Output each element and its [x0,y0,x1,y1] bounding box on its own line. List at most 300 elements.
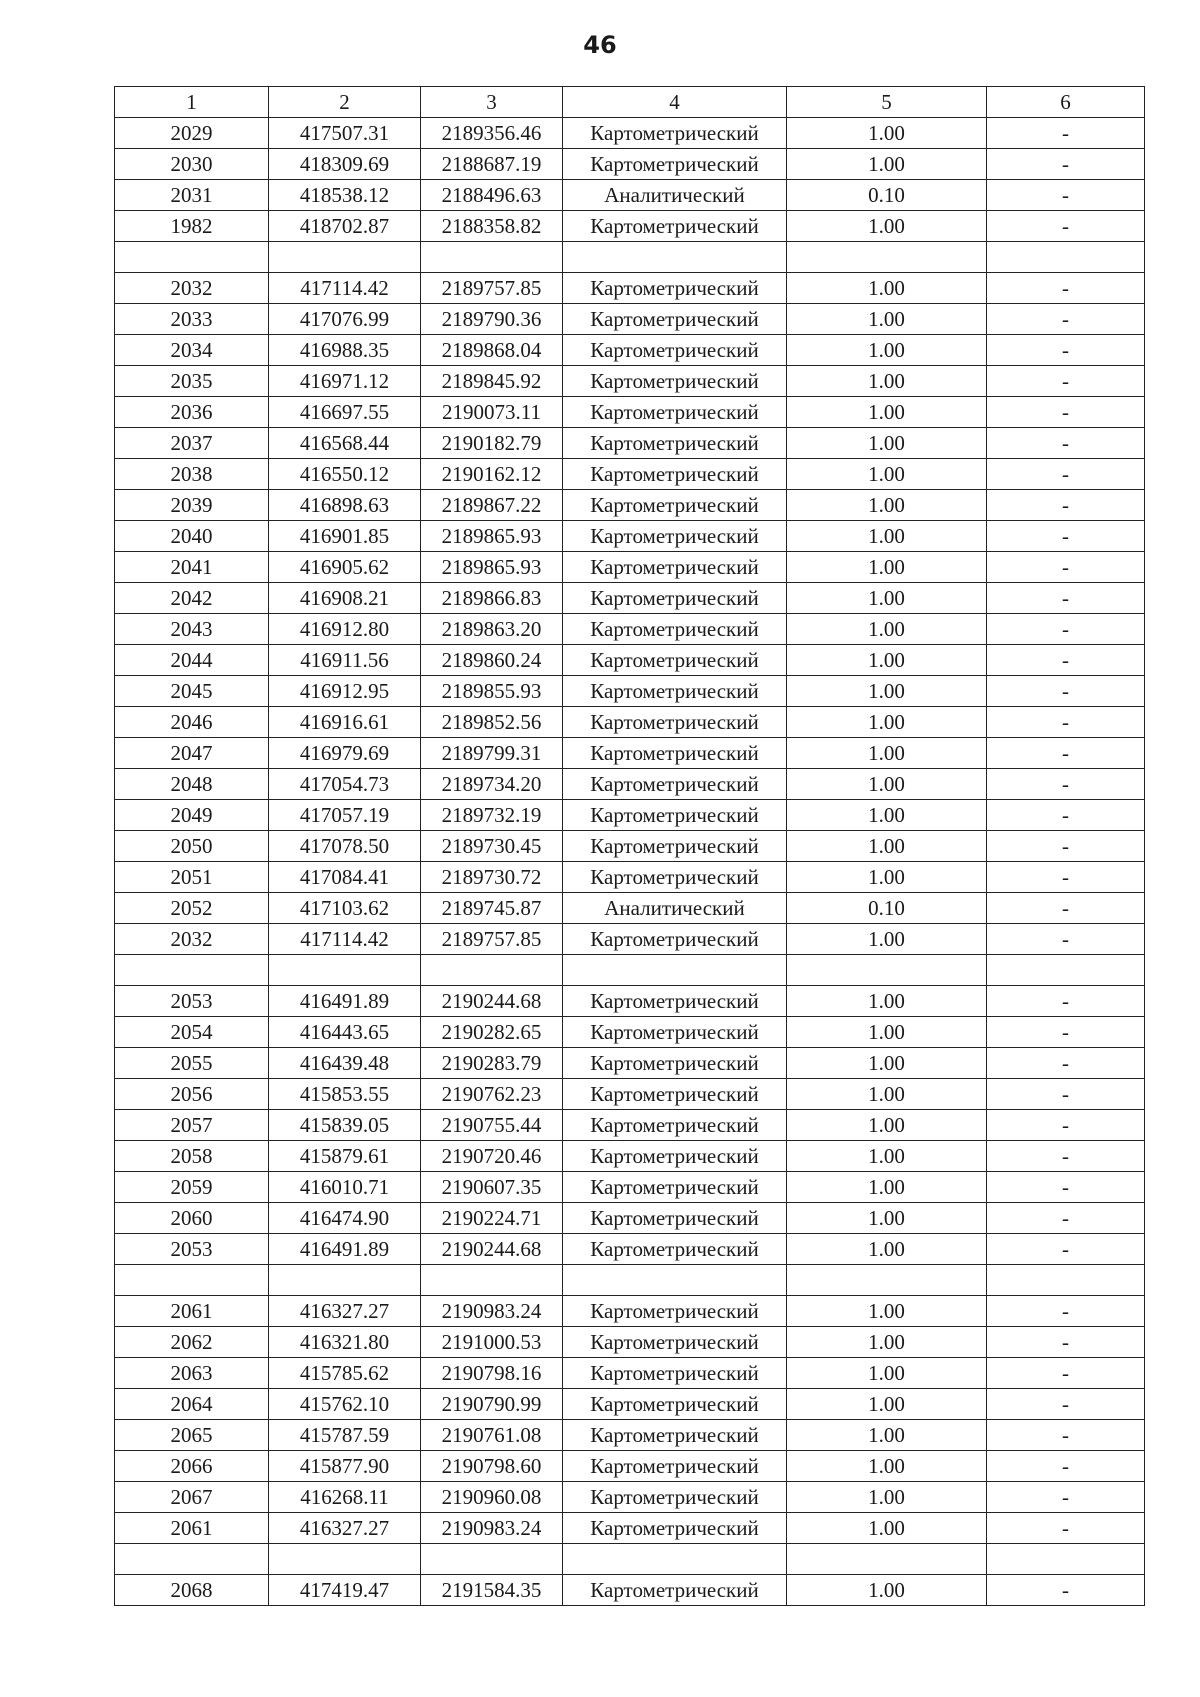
table-separator-row [115,242,1145,273]
note-cell: - [987,118,1145,149]
table-row [115,335,1145,366]
method-cell: Картометрический [563,831,787,862]
x-coordinate-cell: 417084.41 [269,862,421,893]
point-number-cell: 2061 [115,1513,269,1544]
point-number-cell: 2041 [115,552,269,583]
point-number-cell: 2036 [115,397,269,428]
method-cell: Картометрический [563,769,787,800]
method-cell: Картометрический [563,676,787,707]
method-cell: Аналитический [563,893,787,924]
method-cell: Картометрический [563,583,787,614]
empty-cell [787,1265,987,1296]
x-coordinate-cell: 416916.61 [269,707,421,738]
method-cell: Картометрический [563,1203,787,1234]
accuracy-cell: 1.00 [787,335,987,366]
x-coordinate-cell: 416898.63 [269,490,421,521]
empty-cell [563,1265,787,1296]
table-row [115,552,1145,583]
table-row [115,273,1145,304]
note-cell: - [987,1234,1145,1265]
point-number-cell: 2052 [115,893,269,924]
empty-cell [269,1544,421,1575]
note-cell: - [987,1203,1145,1234]
note-cell: - [987,676,1145,707]
x-coordinate-cell: 416268.11 [269,1482,421,1513]
x-coordinate-cell: 417114.42 [269,273,421,304]
x-coordinate-cell: 416327.27 [269,1513,421,1544]
note-cell: - [987,614,1145,645]
table-row [115,924,1145,955]
accuracy-cell: 1.00 [787,397,987,428]
note-cell: - [987,924,1145,955]
empty-cell [987,1265,1145,1296]
empty-cell [563,242,787,273]
point-number-cell: 2058 [115,1141,269,1172]
note-cell: - [987,583,1145,614]
point-number-cell: 2050 [115,831,269,862]
y-coordinate-cell: 2189867.22 [421,490,563,521]
accuracy-cell: 1.00 [787,118,987,149]
table-row [115,645,1145,676]
note-cell: - [987,180,1145,211]
method-cell: Картометрический [563,1172,787,1203]
point-number-cell: 2034 [115,335,269,366]
accuracy-cell: 1.00 [787,1234,987,1265]
point-number-cell: 2046 [115,707,269,738]
table-row [115,180,1145,211]
note-cell: - [987,800,1145,831]
empty-cell [421,1544,563,1575]
point-number-cell: 2061 [115,1296,269,1327]
method-cell: Картометрический [563,707,787,738]
y-coordinate-cell: 2188687.19 [421,149,563,180]
method-cell: Картометрический [563,304,787,335]
x-coordinate-cell: 416010.71 [269,1172,421,1203]
x-coordinate-cell: 416439.48 [269,1048,421,1079]
table-row [115,676,1145,707]
accuracy-cell: 1.00 [787,1513,987,1544]
empty-cell [421,1265,563,1296]
y-coordinate-cell: 2188496.63 [421,180,563,211]
note-cell: - [987,769,1145,800]
table-row [115,1389,1145,1420]
note-cell: - [987,552,1145,583]
empty-cell [787,955,987,986]
x-coordinate-cell: 415787.59 [269,1420,421,1451]
y-coordinate-cell: 2189745.87 [421,893,563,924]
coordinates-table [114,86,1145,1606]
y-coordinate-cell: 2189799.31 [421,738,563,769]
method-cell: Картометрический [563,118,787,149]
x-coordinate-cell: 415785.62 [269,1358,421,1389]
note-cell: - [987,1172,1145,1203]
point-number-cell: 2065 [115,1420,269,1451]
accuracy-cell: 1.00 [787,1420,987,1451]
y-coordinate-cell: 2189860.24 [421,645,563,676]
y-coordinate-cell: 2189863.20 [421,614,563,645]
accuracy-cell: 1.00 [787,1358,987,1389]
accuracy-cell: 1.00 [787,521,987,552]
method-cell: Картометрический [563,521,787,552]
column-header: 2 [269,87,421,118]
table-row [115,1110,1145,1141]
table-row [115,893,1145,924]
note-cell: - [987,862,1145,893]
method-cell: Картометрический [563,1482,787,1513]
point-number-cell: 2033 [115,304,269,335]
point-number-cell: 2047 [115,738,269,769]
method-cell: Картометрический [563,614,787,645]
y-coordinate-cell: 2189790.36 [421,304,563,335]
x-coordinate-cell: 416905.62 [269,552,421,583]
y-coordinate-cell: 2191000.53 [421,1327,563,1358]
x-coordinate-cell: 415877.90 [269,1451,421,1482]
accuracy-cell: 1.00 [787,738,987,769]
y-coordinate-cell: 2189757.85 [421,924,563,955]
note-cell: - [987,1482,1145,1513]
point-number-cell: 2045 [115,676,269,707]
table-row [115,1296,1145,1327]
accuracy-cell: 1.00 [787,831,987,862]
table-row [115,459,1145,490]
note-cell: - [987,1296,1145,1327]
table-row [115,1048,1145,1079]
note-cell: - [987,738,1145,769]
accuracy-cell: 1.00 [787,614,987,645]
method-cell: Картометрический [563,366,787,397]
empty-cell [269,955,421,986]
column-header: 5 [787,87,987,118]
point-number-cell: 2053 [115,1234,269,1265]
y-coordinate-cell: 2189865.93 [421,552,563,583]
accuracy-cell: 0.10 [787,893,987,924]
y-coordinate-cell: 2190073.11 [421,397,563,428]
accuracy-cell: 1.00 [787,583,987,614]
empty-cell [987,242,1145,273]
empty-cell [115,1265,269,1296]
y-coordinate-cell: 2190983.24 [421,1513,563,1544]
note-cell: - [987,1048,1145,1079]
table-row [115,583,1145,614]
x-coordinate-cell: 417103.62 [269,893,421,924]
y-coordinate-cell: 2190244.68 [421,986,563,1017]
empty-cell [269,1265,421,1296]
accuracy-cell: 1.00 [787,149,987,180]
y-coordinate-cell: 2190798.16 [421,1358,563,1389]
x-coordinate-cell: 416912.95 [269,676,421,707]
point-number-cell: 2057 [115,1110,269,1141]
method-cell: Картометрический [563,211,787,242]
point-number-cell: 2055 [115,1048,269,1079]
method-cell: Картометрический [563,1575,787,1606]
note-cell: - [987,1017,1145,1048]
method-cell: Картометрический [563,428,787,459]
accuracy-cell: 1.00 [787,1575,987,1606]
y-coordinate-cell: 2189852.56 [421,707,563,738]
accuracy-cell: 1.00 [787,459,987,490]
method-cell: Картометрический [563,1048,787,1079]
accuracy-cell: 1.00 [787,1451,987,1482]
point-number-cell: 2048 [115,769,269,800]
note-cell: - [987,1110,1145,1141]
method-cell: Картометрический [563,1420,787,1451]
y-coordinate-cell: 2190283.79 [421,1048,563,1079]
table-row [115,304,1145,335]
x-coordinate-cell: 416908.21 [269,583,421,614]
accuracy-cell: 1.00 [787,366,987,397]
method-cell: Картометрический [563,1389,787,1420]
table-row [115,831,1145,862]
method-cell: Картометрический [563,1110,787,1141]
point-number-cell: 2039 [115,490,269,521]
point-number-cell: 2037 [115,428,269,459]
point-number-cell: 2049 [115,800,269,831]
table-row [115,614,1145,645]
y-coordinate-cell: 2189730.45 [421,831,563,862]
x-coordinate-cell: 416474.90 [269,1203,421,1234]
point-number-cell: 2032 [115,273,269,304]
empty-cell [987,955,1145,986]
note-cell: - [987,428,1145,459]
method-cell: Картометрический [563,1513,787,1544]
table-row [115,800,1145,831]
method-cell: Картометрический [563,738,787,769]
table-row [115,428,1145,459]
y-coordinate-cell: 2189855.93 [421,676,563,707]
y-coordinate-cell: 2190755.44 [421,1110,563,1141]
y-coordinate-cell: 2189845.92 [421,366,563,397]
empty-cell [421,242,563,273]
empty-cell [563,955,787,986]
empty-cell [987,1544,1145,1575]
table-row [115,1513,1145,1544]
x-coordinate-cell: 416443.65 [269,1017,421,1048]
point-number-cell: 2040 [115,521,269,552]
empty-cell [115,955,269,986]
x-coordinate-cell: 417114.42 [269,924,421,955]
accuracy-cell: 1.00 [787,552,987,583]
empty-cell [787,1544,987,1575]
point-number-cell: 2030 [115,149,269,180]
y-coordinate-cell: 2190162.12 [421,459,563,490]
y-coordinate-cell: 2189868.04 [421,335,563,366]
note-cell: - [987,459,1145,490]
method-cell: Картометрический [563,1079,787,1110]
x-coordinate-cell: 418309.69 [269,149,421,180]
point-number-cell: 1982 [115,211,269,242]
x-coordinate-cell: 415879.61 [269,1141,421,1172]
note-cell: - [987,893,1145,924]
y-coordinate-cell: 2190607.35 [421,1172,563,1203]
y-coordinate-cell: 2189734.20 [421,769,563,800]
accuracy-cell: 1.00 [787,273,987,304]
note-cell: - [987,831,1145,862]
accuracy-cell: 1.00 [787,800,987,831]
x-coordinate-cell: 415762.10 [269,1389,421,1420]
table-row [115,211,1145,242]
x-coordinate-cell: 416491.89 [269,1234,421,1265]
page-number: 46 [583,31,617,59]
note-cell: - [987,707,1145,738]
table-row [115,1420,1145,1451]
note-cell: - [987,335,1145,366]
accuracy-cell: 1.00 [787,490,987,521]
y-coordinate-cell: 2189865.93 [421,521,563,552]
x-coordinate-cell: 416912.80 [269,614,421,645]
accuracy-cell: 1.00 [787,211,987,242]
method-cell: Картометрический [563,1327,787,1358]
point-number-cell: 2067 [115,1482,269,1513]
point-number-cell: 2054 [115,1017,269,1048]
method-cell: Картометрический [563,1141,787,1172]
point-number-cell: 2068 [115,1575,269,1606]
table-row [115,397,1145,428]
x-coordinate-cell: 416979.69 [269,738,421,769]
table-row [115,1017,1145,1048]
table-row [115,862,1145,893]
note-cell: - [987,645,1145,676]
table-row [115,521,1145,552]
note-cell: - [987,397,1145,428]
point-number-cell: 2051 [115,862,269,893]
note-cell: - [987,1141,1145,1172]
table-row [115,738,1145,769]
x-coordinate-cell: 416491.89 [269,986,421,1017]
accuracy-cell: 1.00 [787,645,987,676]
accuracy-cell: 1.00 [787,1482,987,1513]
point-number-cell: 2059 [115,1172,269,1203]
y-coordinate-cell: 2190182.79 [421,428,563,459]
point-number-cell: 2062 [115,1327,269,1358]
note-cell: - [987,1358,1145,1389]
table-row [115,1141,1145,1172]
y-coordinate-cell: 2190798.60 [421,1451,563,1482]
x-coordinate-cell: 418702.87 [269,211,421,242]
accuracy-cell: 0.10 [787,180,987,211]
accuracy-cell: 1.00 [787,676,987,707]
table-separator-row [115,955,1145,986]
table-row [115,1451,1145,1482]
point-number-cell: 2066 [115,1451,269,1482]
x-coordinate-cell: 416988.35 [269,335,421,366]
accuracy-cell: 1.00 [787,1141,987,1172]
accuracy-cell: 1.00 [787,1079,987,1110]
method-cell: Аналитический [563,180,787,211]
table-row [115,769,1145,800]
table-row [115,1575,1145,1606]
y-coordinate-cell: 2189757.85 [421,273,563,304]
accuracy-cell: 1.00 [787,862,987,893]
table-row [115,366,1145,397]
table-row [115,986,1145,1017]
empty-cell [787,242,987,273]
x-coordinate-cell: 416321.80 [269,1327,421,1358]
y-coordinate-cell: 2188358.82 [421,211,563,242]
x-coordinate-cell: 417419.47 [269,1575,421,1606]
x-coordinate-cell: 417076.99 [269,304,421,335]
column-header: 1 [115,87,269,118]
x-coordinate-cell: 417054.73 [269,769,421,800]
method-cell: Картометрический [563,552,787,583]
table-row [115,1234,1145,1265]
accuracy-cell: 1.00 [787,1327,987,1358]
y-coordinate-cell: 2189356.46 [421,118,563,149]
empty-cell [269,242,421,273]
method-cell: Картометрический [563,1296,787,1327]
note-cell: - [987,490,1145,521]
method-cell: Картометрический [563,986,787,1017]
accuracy-cell: 1.00 [787,1389,987,1420]
note-cell: - [987,986,1145,1017]
x-coordinate-cell: 416568.44 [269,428,421,459]
method-cell: Картометрический [563,1358,787,1389]
method-cell: Картометрический [563,1234,787,1265]
y-coordinate-cell: 2190960.08 [421,1482,563,1513]
x-coordinate-cell: 416971.12 [269,366,421,397]
point-number-cell: 2053 [115,986,269,1017]
note-cell: - [987,1513,1145,1544]
accuracy-cell: 1.00 [787,924,987,955]
point-number-cell: 2032 [115,924,269,955]
table-separator-row [115,1544,1145,1575]
method-cell: Картометрический [563,645,787,676]
y-coordinate-cell: 2189866.83 [421,583,563,614]
y-coordinate-cell: 2191584.35 [421,1575,563,1606]
table-row [115,1172,1145,1203]
note-cell: - [987,1079,1145,1110]
table-row [115,1203,1145,1234]
point-number-cell: 2063 [115,1358,269,1389]
point-number-cell: 2042 [115,583,269,614]
note-cell: - [987,273,1145,304]
x-coordinate-cell: 416901.85 [269,521,421,552]
x-coordinate-cell: 416911.56 [269,645,421,676]
y-coordinate-cell: 2190983.24 [421,1296,563,1327]
method-cell: Картометрический [563,490,787,521]
method-cell: Картометрический [563,924,787,955]
x-coordinate-cell: 417057.19 [269,800,421,831]
method-cell: Картометрический [563,459,787,490]
column-header: 3 [421,87,563,118]
x-coordinate-cell: 415853.55 [269,1079,421,1110]
table-row [115,1482,1145,1513]
table-separator-row [115,1265,1145,1296]
table-row [115,490,1145,521]
point-number-cell: 2035 [115,366,269,397]
y-coordinate-cell: 2190282.65 [421,1017,563,1048]
accuracy-cell: 1.00 [787,1048,987,1079]
accuracy-cell: 1.00 [787,707,987,738]
table-row [115,707,1145,738]
method-cell: Картометрический [563,273,787,304]
accuracy-cell: 1.00 [787,428,987,459]
accuracy-cell: 1.00 [787,1203,987,1234]
y-coordinate-cell: 2190761.08 [421,1420,563,1451]
table-body [115,87,1145,1606]
empty-cell [421,955,563,986]
accuracy-cell: 1.00 [787,1296,987,1327]
note-cell: - [987,1420,1145,1451]
point-number-cell: 2056 [115,1079,269,1110]
accuracy-cell: 1.00 [787,304,987,335]
method-cell: Картометрический [563,335,787,366]
point-number-cell: 2060 [115,1203,269,1234]
note-cell: - [987,521,1145,552]
y-coordinate-cell: 2190790.99 [421,1389,563,1420]
y-coordinate-cell: 2190762.23 [421,1079,563,1110]
point-number-cell: 2064 [115,1389,269,1420]
method-cell: Картометрический [563,149,787,180]
